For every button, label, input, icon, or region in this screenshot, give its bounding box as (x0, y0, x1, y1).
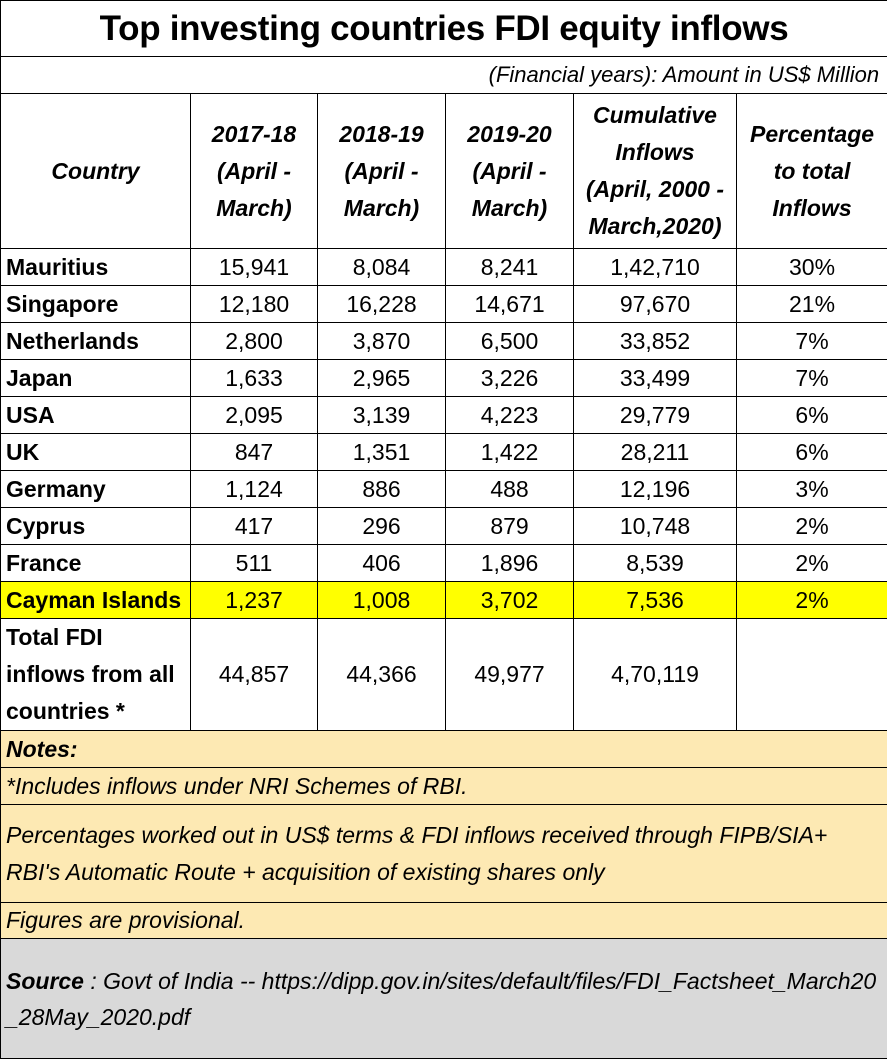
total-fy1718: 44,857 (191, 619, 318, 731)
fy1920-cell: 14,671 (446, 286, 574, 323)
total-cumulative: 4,70,119 (574, 619, 737, 731)
cumulative-cell: 7,536 (574, 582, 737, 619)
note-row (1, 903, 887, 939)
fy1920-cell: 3,226 (446, 360, 574, 397)
country-cell: Singapore (1, 286, 191, 323)
table-title: Top investing countries FDI equity inflows (1, 1, 887, 57)
fy1718-cell: 15,941 (191, 249, 318, 286)
fy1718-cell: 847 (191, 434, 318, 471)
fy1920-cell: 4,223 (446, 397, 574, 434)
country-cell: Cayman Islands (1, 582, 191, 619)
header-fy1819: 2018-19 (April - March) (318, 94, 446, 249)
fy1718-cell: 2,800 (191, 323, 318, 360)
table-subtitle: (Financial years): Amount in US$ Million (1, 57, 887, 94)
header-row (1, 94, 887, 249)
country-cell: USA (1, 397, 191, 434)
table-row (1, 249, 887, 286)
notes-title: Notes: (1, 731, 887, 768)
table-row (1, 323, 887, 360)
table-row (1, 545, 887, 582)
cumulative-cell: 12,196 (574, 471, 737, 508)
table-row (1, 471, 887, 508)
note-nri: *Includes inflows under NRI Schemes of RBI. (1, 768, 887, 805)
cumulative-cell: 10,748 (574, 508, 737, 545)
source-label: Source (6, 968, 84, 994)
cumulative-cell: 33,852 (574, 323, 737, 360)
cumulative-cell: 28,211 (574, 434, 737, 471)
cumulative-cell: 8,539 (574, 545, 737, 582)
total-percentage (737, 619, 887, 731)
fy1819-cell: 1,351 (318, 434, 446, 471)
total-row (1, 619, 887, 731)
cumulative-cell: 33,499 (574, 360, 737, 397)
percentage-cell: 2% (737, 582, 887, 619)
note-row (1, 805, 887, 903)
percentage-cell: 3% (737, 471, 887, 508)
total-label: Total FDI inflows from all countries * (1, 619, 191, 731)
fy1819-cell: 406 (318, 545, 446, 582)
country-cell: Cyprus (1, 508, 191, 545)
percentage-cell: 21% (737, 286, 887, 323)
country-cell: Germany (1, 471, 191, 508)
source-text: : Govt of India -- https://dipp.gov.in/sites/default/files/FDI_Factsheet_March20_28May_2020.pdf (6, 968, 876, 1030)
cumulative-cell: 29,779 (574, 397, 737, 434)
fy1819-cell: 3,139 (318, 397, 446, 434)
fy1718-cell: 1,124 (191, 471, 318, 508)
header-cumulative: Cumulative Inflows (April, 2000 - March,2020) (574, 94, 737, 249)
note-provisional: Figures are provisional. (1, 903, 887, 939)
table-row (1, 434, 887, 471)
subtitle-row (1, 57, 887, 94)
fy1819-cell: 1,008 (318, 582, 446, 619)
fy1920-cell: 6,500 (446, 323, 574, 360)
fy1920-cell: 1,422 (446, 434, 574, 471)
header-country: Country (1, 94, 191, 249)
fy1920-cell: 488 (446, 471, 574, 508)
table-row (1, 397, 887, 434)
header-fy1920: 2019-20 (April - March) (446, 94, 574, 249)
cumulative-cell: 97,670 (574, 286, 737, 323)
total-fy1819: 44,366 (318, 619, 446, 731)
fy1920-cell: 8,241 (446, 249, 574, 286)
notes-title-row (1, 731, 887, 768)
fy1718-cell: 511 (191, 545, 318, 582)
percentage-cell: 2% (737, 545, 887, 582)
note-row (1, 768, 887, 805)
country-cell: Japan (1, 360, 191, 397)
percentage-cell: 2% (737, 508, 887, 545)
country-cell: Mauritius (1, 249, 191, 286)
fy1819-cell: 886 (318, 471, 446, 508)
fy1718-cell: 2,095 (191, 397, 318, 434)
fy1819-cell: 2,965 (318, 360, 446, 397)
country-cell: Netherlands (1, 323, 191, 360)
fy1819-cell: 8,084 (318, 249, 446, 286)
table-row (1, 360, 887, 397)
total-fy1920: 49,977 (446, 619, 574, 731)
table-row (1, 582, 887, 619)
source-row (1, 939, 887, 1059)
cumulative-cell: 1,42,710 (574, 249, 737, 286)
percentage-cell: 30% (737, 249, 887, 286)
percentage-cell: 6% (737, 397, 887, 434)
fy1718-cell: 12,180 (191, 286, 318, 323)
country-cell: France (1, 545, 191, 582)
header-fy1718: 2017-18 (April - March) (191, 94, 318, 249)
table-row (1, 286, 887, 323)
country-cell: UK (1, 434, 191, 471)
fy1819-cell: 3,870 (318, 323, 446, 360)
source-cell (1, 939, 887, 1059)
fy1718-cell: 1,633 (191, 360, 318, 397)
fy1920-cell: 1,896 (446, 545, 574, 582)
fy1718-cell: 417 (191, 508, 318, 545)
header-percentage: Percentage to total Inflows (737, 94, 887, 249)
fy1920-cell: 3,702 (446, 582, 574, 619)
fy1920-cell: 879 (446, 508, 574, 545)
note-percentages: Percentages worked out in US$ terms & FDI inflows received through FIPB/SIA+ RBI's Automatic Route + acquisition of existing shares only (1, 805, 887, 903)
percentage-cell: 7% (737, 360, 887, 397)
percentage-cell: 7% (737, 323, 887, 360)
percentage-cell: 6% (737, 434, 887, 471)
fy1819-cell: 16,228 (318, 286, 446, 323)
fy1718-cell: 1,237 (191, 582, 318, 619)
title-row (1, 1, 887, 57)
fy1819-cell: 296 (318, 508, 446, 545)
table-row (1, 508, 887, 545)
